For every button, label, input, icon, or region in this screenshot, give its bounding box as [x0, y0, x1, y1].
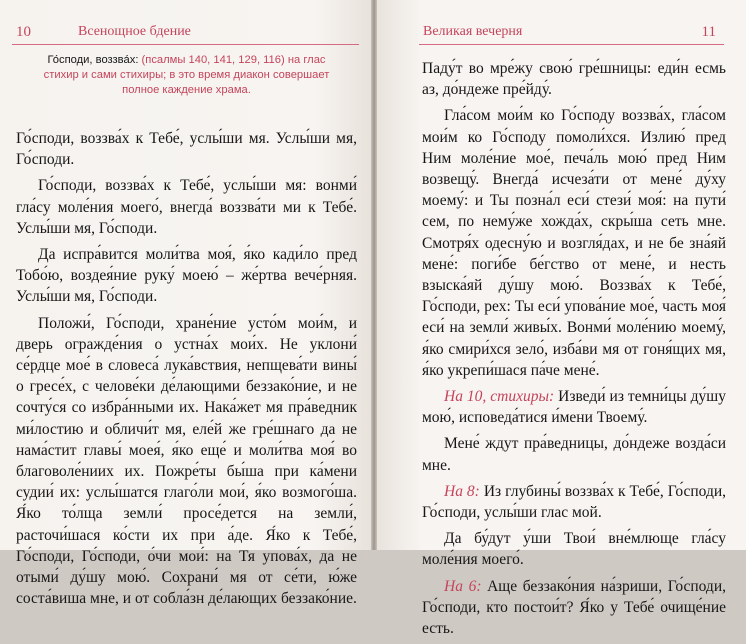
left-running-title: Всенощное бдение	[78, 24, 191, 39]
right-page-number: 11	[701, 24, 716, 40]
right-page	[377, 0, 746, 638]
right-running-title: Великая вечерня	[423, 24, 523, 39]
paragraph: Го́споди, воззва́х к Тебе́, услы́ши мя. Услы́ши мя, Го́споди.	[16, 130, 357, 169]
left-body-text	[16, 128, 357, 614]
paragraph-text: Из глубины́ воззва́х к Тебе́, Го́споди, Го́споди, услы́ши глас мой.	[422, 482, 726, 522]
left-running-head	[12, 22, 357, 42]
rubric-text: (псалмы 140, 141, 129, 116) на глас стихир и сами стихиры; в это время диакон совершает полное каждение храма.	[43, 54, 330, 96]
paragraph-text: Аще беззако́ния на́зриши, Го́споди, Го́споди, кто постои́т? Я́ко у Тебе́ очище́ние есть.	[422, 577, 726, 638]
left-page-number: 10	[16, 24, 31, 40]
paragraph-text: Паду́т во мре́жу свою́ гре́шницы: еди́н есмь аз, до́ндеже пре́йду́.	[422, 60, 726, 99]
paragraph-text: Изведи́ из темни́цы ду́шу мою́, исповеда́тися и́мени Твоему́.	[422, 388, 726, 427]
paragraph	[422, 433, 726, 475]
paragraph-text: Да бу́дут у́ши Твои́ вне́млюще гла́су моле́ния моего́.	[422, 530, 726, 569]
paragraph	[422, 58, 726, 100]
rubric-label: На 10, стихиры:	[444, 388, 555, 406]
paragraph	[422, 481, 726, 523]
left-page	[0, 0, 371, 608]
paragraph: Да испра́вится моли́тва моя́, я́ко кади́ло пред Тобо́ю, воздея́ние руку́ моею́ – же́ртва вече́рняя. Услы́ши мя, Го́споди.	[16, 246, 357, 306]
right-body-text	[422, 58, 726, 644]
paragraph: Го́споди, воззва́х к Тебе́, услы́ши мя: вонми́ гла́су моле́ния моего́, внегда́ воззва́ти ми к Тебе́. Услы́ши мя, Го́споди.	[16, 177, 357, 237]
rubric-lead: Го́споди, воззва́х:	[47, 54, 139, 66]
paragraph-text: Мене́ ждут пра́ведницы, до́ндеже возда́си мне.	[422, 435, 726, 474]
right-header-rule	[419, 44, 724, 45]
paragraph	[422, 105, 726, 381]
paragraph-text: Гла́сом мои́м ко Го́споду воззва́х, гла́сом мои́м ко Го́споду помоли́хся. Излию́ пред Ним моле́ние мое́, печа́ль мою́ пред Ним возвещу́. Внегда́ исчеза́ти от мене́ ду́ху моему́: и Ты позна́л еси́ стези́ моя́: на пути́ сем, по нему́же хожда́х, скры́ша сеть мне. Смотря́х одесну́ю и возгля́дах, и не бе зна́яй мене́: поги́бе бе́гство от мене́, и несть взыска́яй ду́шу мою́. Воззва́х к Тебе́, Го́споди, рех: Ты еси́ упова́ние мое́, часть моя́ еси́ на земли́ живы́х. Вонми́ моле́нию моему́, я́ко смири́хся зело́, изба́ви мя от гоня́щих мя, я́ко укрепи́шася па́че мене́.	[422, 107, 726, 379]
rubric-instruction	[34, 53, 339, 98]
left-header-rule	[12, 44, 359, 45]
paragraph	[422, 576, 726, 640]
paragraph	[422, 528, 726, 570]
right-running-head	[417, 22, 732, 42]
paragraph: Положи́, Го́споди, хране́ние усто́м мои́м, и дверь огражде́ния о устна́х мои́х. Не уклони́ се́рдце мое́ в словеса́ лука́вствия, непщева́ти вины́ о гресе́х, с челове́ки де́лающими беззако́ние, и не сочту́ся со избра́нными их. Нака́жет мя пра́ведник ми́лостию и обличи́т мя, еле́й же гре́шнаго да не нама́стит главы́ моея́, я́ко еще́ и моли́тва моя́ во благоволе́ниих их. Пожре́ты бы́ша при ка́мени судии́ их: услы́шатся глаго́ли мои́, я́ко возмого́ша. Я́ко то́лща земли́ просе́дется на земли́, расточи́шася ко́сти их при а́де. Я́ко к Тебе́, Го́споди, Го́споди, о́чи мои́: на Тя упова́х, да не отыми́ ду́шу мою́. Сохрани́ мя от се́ти, ю́же соста́виша мне, и от собла́зн де́лающих беззако́ние.	[16, 314, 357, 608]
rubric-label: На 8:	[444, 482, 480, 500]
paragraph	[422, 386, 726, 428]
rubric-label: На 6:	[444, 577, 482, 595]
